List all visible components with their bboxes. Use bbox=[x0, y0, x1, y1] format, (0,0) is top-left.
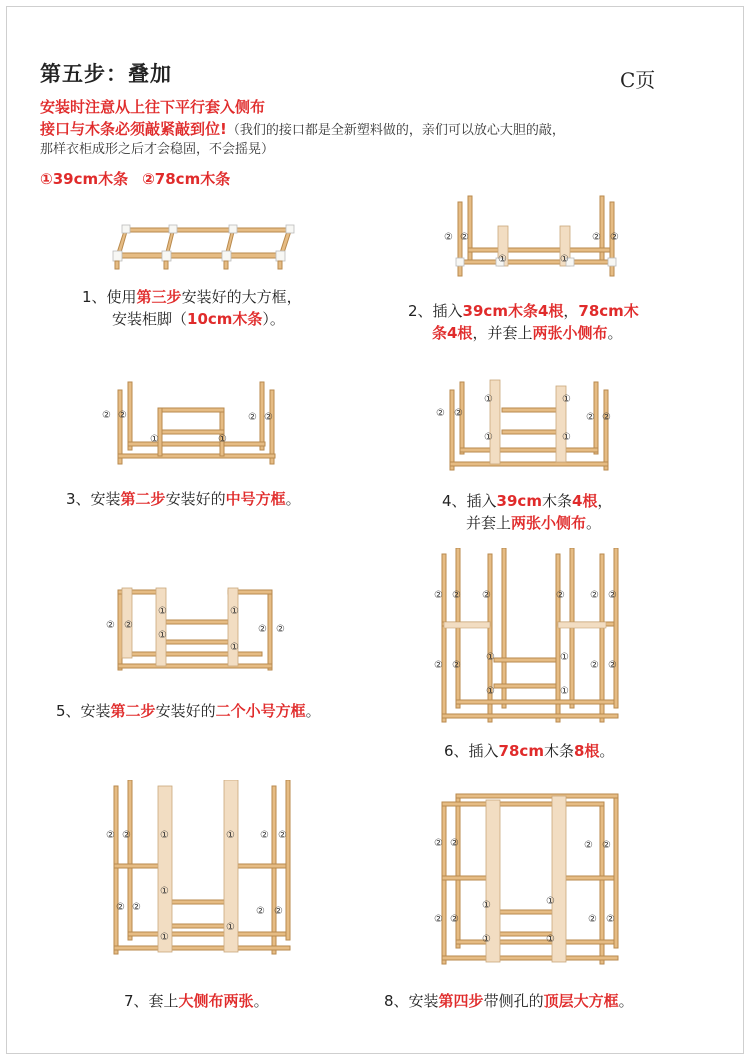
marker: ② bbox=[436, 408, 445, 419]
marker: ① bbox=[226, 830, 235, 841]
caption-6-text-a: 6、插入 bbox=[444, 742, 499, 760]
figure-step-4 bbox=[432, 372, 632, 477]
marker: ② bbox=[588, 914, 597, 925]
marker: ② bbox=[274, 906, 283, 917]
caption-step-2 bbox=[408, 300, 639, 344]
marker: ② bbox=[260, 830, 269, 841]
marker: ② bbox=[106, 620, 115, 631]
marker: ② bbox=[610, 232, 619, 243]
figure-step-1 bbox=[110, 218, 300, 273]
marker: ② bbox=[592, 232, 601, 243]
marker: ① bbox=[560, 652, 569, 663]
marker: ① bbox=[230, 606, 239, 617]
marker: ② bbox=[608, 590, 617, 601]
instruction-warning: 接口与木条必须敲紧敲到位! bbox=[40, 120, 227, 138]
marker: ② bbox=[132, 902, 141, 913]
caption-4-highlight-a: 39cm bbox=[496, 492, 542, 510]
marker: ② bbox=[590, 590, 599, 601]
marker: ② bbox=[556, 590, 565, 601]
caption-8-highlight-b: 顶层大方框 bbox=[543, 992, 619, 1010]
marker: ② bbox=[118, 410, 127, 421]
marker: ① bbox=[486, 652, 495, 663]
marker: ① bbox=[562, 394, 571, 405]
instruction-line-3: 那样衣柜成形之后才会稳固，不会摇晃） bbox=[40, 142, 275, 157]
marker: ② bbox=[590, 660, 599, 671]
marker: ② bbox=[434, 838, 443, 849]
marker: ② bbox=[586, 412, 595, 423]
page-label: C页 bbox=[620, 68, 656, 92]
caption-7-highlight-a: 大侧布两张 bbox=[178, 992, 254, 1010]
caption-6-text-b: 木条 bbox=[543, 742, 574, 760]
marker: ② bbox=[434, 590, 443, 601]
caption-6-highlight-b: 8根 bbox=[573, 742, 600, 760]
marker: ① bbox=[484, 432, 493, 443]
caption-5-highlight-a: 第二步 bbox=[110, 702, 156, 720]
marker: ② bbox=[608, 660, 617, 671]
caption-1-text-a: 1、使用 bbox=[82, 288, 137, 306]
marker: ② bbox=[434, 914, 443, 925]
marker: ① bbox=[160, 932, 169, 943]
caption-3-text-a: 3、安装 bbox=[66, 490, 121, 508]
marker: ① bbox=[158, 630, 167, 641]
marker: ② bbox=[278, 830, 287, 841]
caption-step-4 bbox=[442, 490, 612, 534]
marker: ② bbox=[106, 830, 115, 841]
caption-1-text-d: ）。 bbox=[262, 310, 285, 328]
marker: ② bbox=[116, 902, 125, 913]
caption-5-text-b: 安装好的 bbox=[155, 702, 216, 720]
caption-3-highlight-b: 中号方框 bbox=[225, 490, 286, 508]
figure-step-3 bbox=[100, 372, 290, 472]
figure-step-5 bbox=[100, 580, 300, 680]
marker: ① bbox=[230, 642, 239, 653]
caption-6-highlight-a: 78cm bbox=[498, 742, 544, 760]
caption-2-text-b: ， bbox=[563, 302, 579, 320]
marker: ② bbox=[434, 660, 443, 671]
caption-2-highlight-a: 39cm木条4根 bbox=[462, 302, 564, 320]
marker: ② bbox=[606, 914, 615, 925]
caption-4-highlight-c: 两张小侧布 bbox=[511, 514, 587, 532]
caption-step-7 bbox=[124, 990, 269, 1012]
caption-4-text-e: 。 bbox=[586, 514, 602, 532]
marker: ② bbox=[460, 232, 469, 243]
caption-5-text-c: 。 bbox=[305, 702, 321, 720]
caption-7-text-a: 7、套上 bbox=[124, 992, 179, 1010]
instruction-note: （我们的接口都是全新塑料做的，亲们可以放心大胆的敲， bbox=[226, 123, 565, 138]
page-title: 第五步：叠加 bbox=[40, 62, 172, 86]
marker: ① bbox=[158, 606, 167, 617]
marker: ① bbox=[498, 254, 507, 265]
marker: ① bbox=[560, 686, 569, 697]
caption-5-text-a: 5、安装 bbox=[56, 702, 111, 720]
marker: ② bbox=[452, 660, 461, 671]
caption-4-highlight-b: 4根 bbox=[571, 492, 598, 510]
caption-8-text-b: 带侧孔的 bbox=[483, 992, 544, 1010]
caption-2-highlight-c: 条4根 bbox=[432, 324, 473, 342]
caption-6-text-c: 。 bbox=[599, 742, 615, 760]
marker: ① bbox=[546, 896, 555, 907]
marker: ② bbox=[124, 620, 133, 631]
marker: ② bbox=[444, 232, 453, 243]
caption-1-highlight-b: 10cm木条 bbox=[187, 310, 263, 328]
marker: ① bbox=[560, 254, 569, 265]
marker: ② bbox=[602, 840, 611, 851]
caption-1-text-c: 安装柜脚（ bbox=[112, 310, 188, 328]
caption-step-8 bbox=[384, 990, 634, 1012]
figure-step-8 bbox=[428, 790, 638, 970]
caption-step-5 bbox=[56, 700, 321, 722]
marker: ① bbox=[486, 686, 495, 697]
caption-4-text-d: 并套上 bbox=[466, 514, 512, 532]
instruction-line-1: 安装时注意从上往下平行套入侧布 bbox=[40, 98, 266, 116]
marker: ② bbox=[452, 590, 461, 601]
caption-5-highlight-b: 二个小号方框 bbox=[215, 702, 306, 720]
marker: ② bbox=[102, 410, 111, 421]
caption-3-text-c: 。 bbox=[285, 490, 301, 508]
figure-step-6 bbox=[428, 548, 638, 728]
caption-8-text-a: 8、安装 bbox=[384, 992, 439, 1010]
caption-3-text-b: 安装好的 bbox=[165, 490, 226, 508]
marker: ② bbox=[248, 412, 257, 423]
caption-2-highlight-d: 两张小侧布 bbox=[532, 324, 608, 342]
marker: ① bbox=[482, 900, 491, 911]
caption-3-highlight-a: 第二步 bbox=[120, 490, 166, 508]
marker: ② bbox=[450, 914, 459, 925]
marker: ① bbox=[562, 432, 571, 443]
marker: ① bbox=[482, 934, 491, 945]
marker: ① bbox=[150, 434, 159, 445]
marker: ② bbox=[450, 838, 459, 849]
figure-step-7 bbox=[100, 780, 300, 960]
caption-4-text-c: ， bbox=[597, 492, 613, 510]
caption-8-highlight-a: 第四步 bbox=[438, 992, 484, 1010]
legend-78cm: ②78cm木条 bbox=[142, 170, 231, 188]
marker: ② bbox=[602, 412, 611, 423]
instruction-line-2 bbox=[40, 118, 565, 139]
caption-2-text-c: ，并套上 bbox=[472, 324, 533, 342]
marker: ② bbox=[256, 906, 265, 917]
caption-4-text-a: 4、插入 bbox=[442, 492, 497, 510]
caption-step-1 bbox=[82, 286, 302, 330]
marker: ② bbox=[122, 830, 131, 841]
marker: ① bbox=[546, 934, 555, 945]
caption-1-highlight-a: 第三步 bbox=[136, 288, 182, 306]
caption-8-text-c: 。 bbox=[618, 992, 634, 1010]
caption-2-text-a: 2、插入 bbox=[408, 302, 463, 320]
marker: ② bbox=[258, 624, 267, 635]
figure-step-2 bbox=[440, 190, 640, 285]
marker: ② bbox=[276, 624, 285, 635]
caption-2-highlight-b: 78cm木 bbox=[578, 302, 639, 320]
caption-step-3 bbox=[66, 488, 301, 510]
marker: ① bbox=[160, 830, 169, 841]
marker: ② bbox=[584, 840, 593, 851]
marker: ① bbox=[218, 434, 227, 445]
caption-step-6 bbox=[444, 740, 614, 762]
marker: ① bbox=[160, 886, 169, 897]
legend bbox=[40, 168, 230, 189]
caption-2-text-d: 。 bbox=[607, 324, 623, 342]
marker: ① bbox=[226, 922, 235, 933]
legend-39cm: ①39cm木条 bbox=[40, 170, 129, 188]
caption-7-text-b: 。 bbox=[253, 992, 269, 1010]
marker: ② bbox=[454, 408, 463, 419]
caption-4-text-b: 木条 bbox=[541, 492, 572, 510]
caption-1-text-b: 安装好的大方框， bbox=[181, 288, 302, 306]
marker: ② bbox=[482, 590, 491, 601]
marker: ① bbox=[484, 394, 493, 405]
marker: ② bbox=[264, 412, 273, 423]
